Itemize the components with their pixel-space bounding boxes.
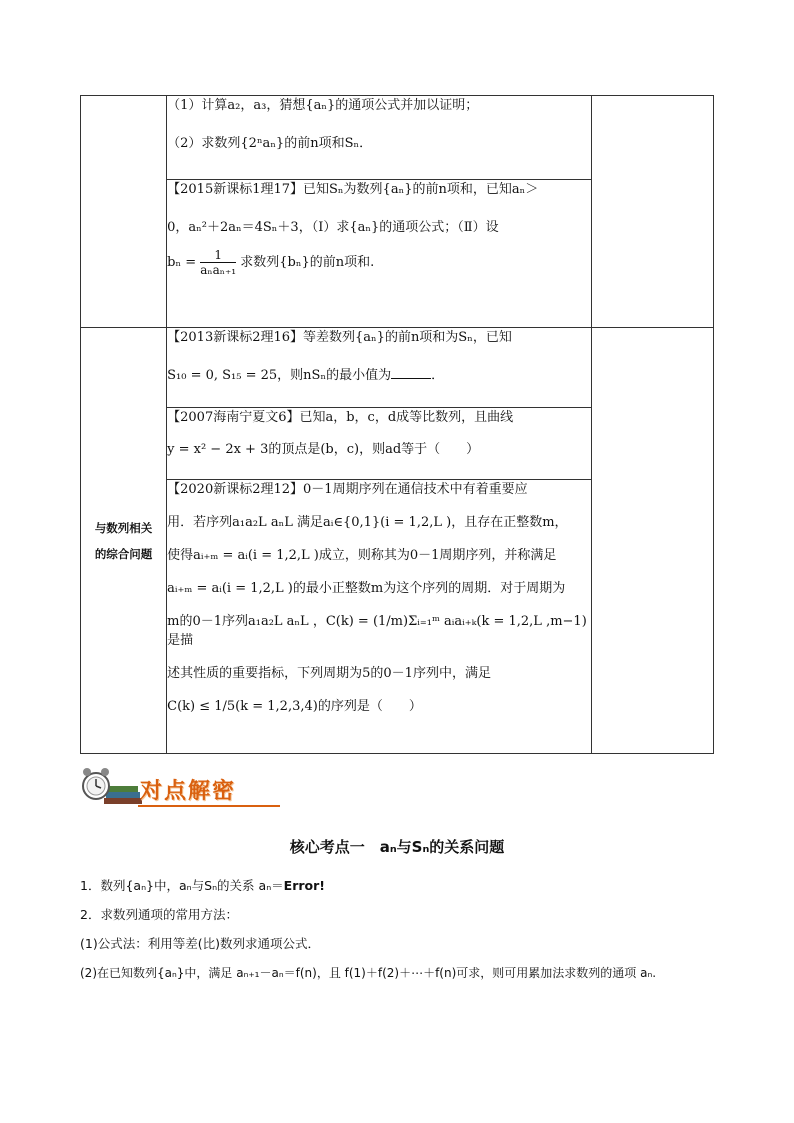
paragraph-3: (1)公式法：利用等差(比)数列求通项公式．	[80, 936, 320, 951]
problem-cell-1	[167, 96, 592, 180]
problem-5-line-1: 【2020新课标2理12】0－1周期序列在通信技术中有着重要应	[167, 482, 528, 497]
problem-3-line-2	[167, 366, 591, 386]
error-text: Error!	[283, 878, 325, 893]
problem-4-line-2: y = x² − 2x + 3的顶点是(b，c)，则ad等于（ ）	[167, 442, 480, 457]
problem-2-frac-prefix: bₙ =	[167, 255, 197, 270]
problem-5-line-5: m的0－1序列a₁a₂L aₙL ，C(k) = (1/m)Σᵢ₌₁ᵐ aᵢaᵢ₊ₖ(k = 1,2,L ,m−1)是描	[167, 614, 587, 648]
section-title: 核心考点一 aₙ与Sₙ的关系问题	[289, 838, 505, 856]
problem-2-line-1: 【2015新课标1理17】已知Sₙ为数列{aₙ}的前n项和，已知aₙ＞	[167, 182, 539, 197]
fraction	[200, 248, 236, 277]
fraction-numerator: 1	[200, 248, 236, 263]
problem-1-line-1: （1）计算a₂，a₃，猜想{aₙ}的通项公式并加以证明；	[167, 98, 479, 113]
topic-cell	[81, 328, 167, 754]
topic-label: 与数列相关的综合问题	[94, 520, 153, 561]
problem-2-line-3	[167, 248, 591, 277]
problem-4-line-1: 【2007海南宁夏文6】已知a，b，c，d成等比数列，且曲线	[167, 410, 514, 425]
paragraph-1-text: 1．数列{aₙ}中，aₙ与Sₙ的关系 aₙ＝	[80, 878, 284, 893]
problem-3-line-2-text: S₁₀ = 0, S₁₅ = 25，则nSₙ的最小值为	[167, 368, 392, 383]
problem-5-line-4: aᵢ₊ₘ = aᵢ(i = 1,2,L )的最小正整数m为这个序列的周期．对于周期为	[167, 581, 566, 596]
paragraph-4: (2)在已知数列{aₙ}中，满足 aₙ₊₁－aₙ＝f(n)，且 f(1)＋f(2)＋⋯＋f(n)可求，则可用累加法求数列的通项 aₙ.	[80, 966, 657, 980]
problem-3-line-1: 【2013新课标2理16】等差数列{aₙ}的前n项和为Sₙ，已知	[167, 330, 512, 345]
problem-2-frac-suffix: 求数列{bₙ}的前n项和.	[240, 255, 375, 270]
problem-2-line-2: 0，aₙ²＋2aₙ＝4Sₙ＋3，（Ⅰ）求{aₙ}的通项公式；（Ⅱ）设	[167, 220, 499, 235]
problem-5-line-7: C(k) ≤ 1/5(k = 1,2,3,4)的序列是（ ）	[167, 699, 422, 714]
problem-cell-4	[167, 408, 592, 480]
side-cell-lower	[591, 328, 713, 754]
paragraph-2: 2．求数列通项的常用方法：	[80, 907, 238, 922]
problem-3-end: ．	[431, 368, 445, 383]
problem-5-line-3: 使得aᵢ₊ₘ = aᵢ(i = 1,2,L )成立，则称其为0－1周期序列，并称满足	[167, 548, 557, 563]
problem-table	[80, 95, 714, 754]
banner-title: 对点解密	[140, 779, 237, 804]
problem-cell-5	[167, 480, 592, 754]
paragraph-1	[80, 876, 720, 896]
side-cell-upper	[591, 96, 713, 328]
problem-5-line-6: 述其性质的重要指标，下列周期为5的0－1序列中，满足	[167, 666, 491, 681]
topic-cell-upper	[81, 96, 167, 328]
problem-cell-2	[167, 180, 592, 328]
problem-5-line-2: 用．若序列a₁a₂L aₙL 满足aᵢ∈{0,1}(i = 1,2,L )，且存在正整数m，	[167, 515, 568, 530]
fraction-denominator: aₙaₙ₊₁	[200, 263, 237, 277]
problem-1-line-2: （2）求数列{2ⁿaₙ}的前n项和Sₙ．	[167, 136, 373, 151]
answer-blank	[391, 366, 431, 379]
problem-cell-3	[167, 328, 592, 408]
